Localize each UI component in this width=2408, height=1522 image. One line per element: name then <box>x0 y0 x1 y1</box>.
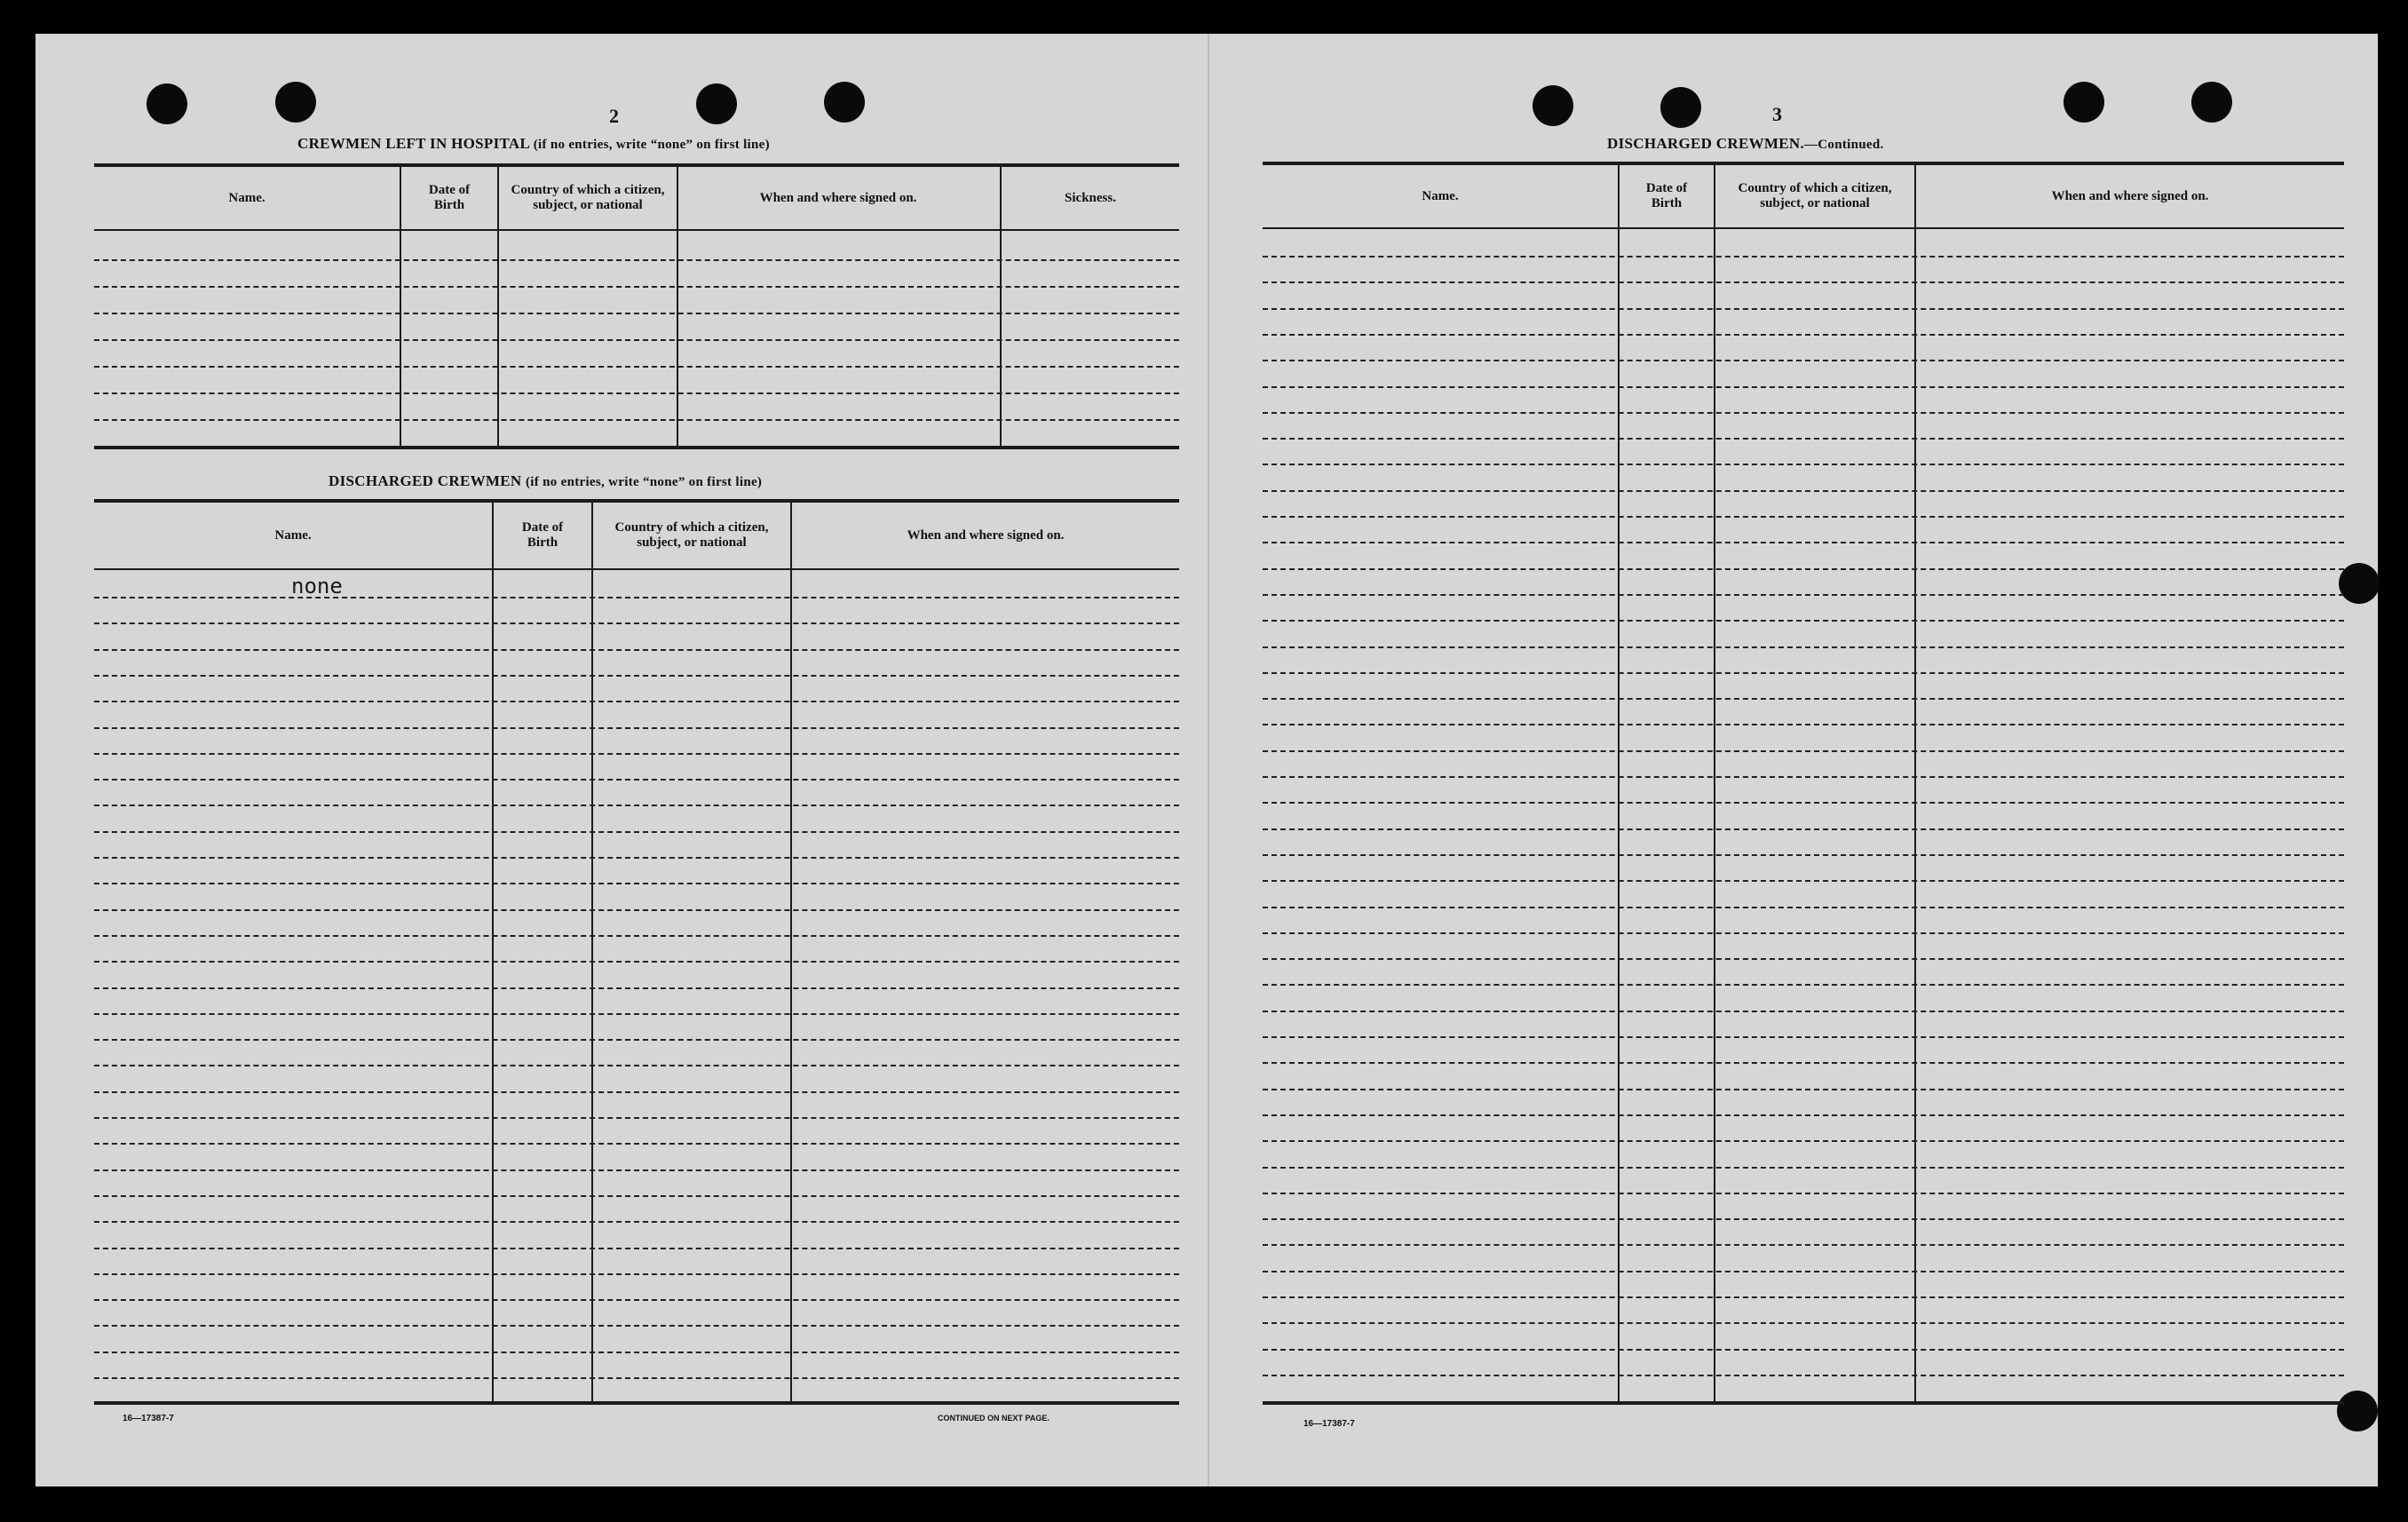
col-header-name: Name. <box>1422 188 1459 203</box>
entry-line <box>94 286 1179 288</box>
entry-line <box>94 1221 1179 1223</box>
entry-line <box>1263 646 2344 648</box>
entry-line <box>1263 1375 2344 1376</box>
entry-line <box>94 1248 1179 1249</box>
discharged-entry-name: none <box>291 574 343 598</box>
form-number-right: 16—17387-7 <box>1303 1419 1355 1429</box>
table-bottom-rule <box>94 446 1179 449</box>
entry-line <box>1263 854 2344 856</box>
entry-line <box>1263 256 2344 258</box>
entry-line <box>94 1143 1179 1145</box>
entry-line <box>1263 802 2344 804</box>
entry-line <box>1263 907 2344 908</box>
punch-hole <box>2063 82 2104 123</box>
entry-line <box>1263 1114 2344 1116</box>
entry-line <box>94 1325 1179 1327</box>
entry-line <box>1263 360 2344 361</box>
punch-hole <box>1533 85 1573 126</box>
entry-line <box>94 935 1179 937</box>
entry-line <box>1263 1167 2344 1169</box>
entry-line <box>1263 1322 2344 1324</box>
discharged-continued-title <box>1607 135 1884 153</box>
entry-line <box>1263 281 2344 283</box>
entry-line <box>94 1039 1179 1041</box>
page-number-left: 2 <box>609 105 619 127</box>
col-header-date-of-birth: Date of Birth <box>1645 181 1688 210</box>
entry-line <box>1263 412 2344 414</box>
entry-line <box>1263 516 2344 518</box>
entry-line <box>94 622 1179 624</box>
entry-line <box>1263 386 2344 388</box>
entry-line <box>94 675 1179 677</box>
entry-line <box>1263 1011 2344 1012</box>
col-header-date-of-birth: Date of Birth <box>521 520 564 550</box>
entry-line <box>1263 542 2344 543</box>
punch-hole <box>824 82 865 123</box>
col-header-name: Name. <box>274 527 312 543</box>
column-divider <box>497 167 499 449</box>
entry-line <box>1263 828 2344 830</box>
entry-line <box>1263 776 2344 778</box>
table-bottom-rule <box>1263 1401 2344 1405</box>
col-header-country: Country of which a citizen, subject, or national <box>614 520 769 550</box>
punch-hole <box>696 83 737 124</box>
entry-line <box>94 857 1179 859</box>
col-header-name: Name. <box>228 190 265 205</box>
col-header-country: Country of which a citizen, subject, or national <box>511 183 665 212</box>
discharged-title-text: DISCHARGED CREWMEN <box>329 472 522 489</box>
entry-line <box>1263 1271 2344 1272</box>
entry-line <box>94 597 1179 598</box>
entry-line <box>94 392 1179 394</box>
col-header-country: Country of which a citizen, subject, or national <box>1738 181 1892 210</box>
entry-line <box>94 1013 1179 1015</box>
entry-line <box>94 313 1179 314</box>
col-header-sickness: Sickness. <box>1065 190 1116 205</box>
entry-line <box>94 753 1179 755</box>
hospital-table <box>94 163 1179 449</box>
entry-line <box>94 779 1179 781</box>
table-bottom-rule <box>94 1401 1179 1405</box>
entry-line <box>1263 1296 2344 1298</box>
entry-line <box>94 701 1179 702</box>
entry-line <box>94 961 1179 963</box>
entry-line <box>94 1065 1179 1066</box>
column-divider <box>591 503 593 1405</box>
entry-line <box>1263 1193 2344 1194</box>
entry-line <box>94 1117 1179 1119</box>
entry-line <box>1263 1349 2344 1351</box>
column-divider <box>790 503 792 1405</box>
entry-line <box>1263 1089 2344 1090</box>
entry-line <box>1263 1244 2344 1246</box>
punch-hole <box>147 83 187 124</box>
entry-line <box>94 1377 1179 1379</box>
entry-line <box>1263 1218 2344 1220</box>
entry-line <box>1263 334 2344 336</box>
entry-line <box>1263 464 2344 465</box>
entry-line <box>1263 958 2344 960</box>
entry-line <box>1263 984 2344 986</box>
entry-line <box>94 1169 1179 1171</box>
discharged-continued-text: DISCHARGED CREWMEN. <box>1607 135 1804 152</box>
entry-line <box>1263 568 2344 570</box>
form-sheet <box>36 34 2378 1486</box>
entry-line <box>94 987 1179 989</box>
punch-hole <box>1660 87 1701 128</box>
discharged-continued-table <box>1263 162 2344 1405</box>
column-divider <box>492 503 494 1405</box>
entry-line <box>94 649 1179 651</box>
entry-line <box>94 366 1179 368</box>
discharged-section-title <box>329 472 762 490</box>
entry-line <box>94 259 1179 261</box>
discharged-instruction: (if no entries, write “none” on first line) <box>526 475 763 489</box>
continued-note: CONTINUED ON NEXT PAGE. <box>938 1414 1050 1423</box>
entry-line <box>94 1352 1179 1353</box>
entry-line <box>1263 438 2344 440</box>
entry-line <box>1263 698 2344 700</box>
punch-hole <box>275 82 316 123</box>
entry-line <box>1263 750 2344 752</box>
column-divider <box>400 167 401 449</box>
entry-line <box>94 1195 1179 1197</box>
page-number-right: 3 <box>1772 103 1782 125</box>
col-header-signed-on: When and where signed on. <box>2051 188 2209 203</box>
entry-line <box>94 1091 1179 1093</box>
entry-line <box>1263 308 2344 310</box>
form-number-left: 16—17387-7 <box>123 1414 174 1423</box>
entry-line <box>1263 620 2344 622</box>
col-header-signed-on: When and where signed on. <box>907 527 1065 543</box>
entry-line <box>94 883 1179 884</box>
entry-line <box>1263 880 2344 882</box>
col-header-date-of-birth: Date of Birth <box>428 183 471 212</box>
continued-suffix: —Continued. <box>1804 138 1884 152</box>
punch-hole <box>2339 563 2380 604</box>
entry-line <box>1263 490 2344 492</box>
hospital-section-title <box>297 135 770 153</box>
entry-line <box>1263 1062 2344 1064</box>
col-header-signed-on: When and where signed on. <box>759 190 917 205</box>
hospital-title-text: CREWMEN LEFT IN HOSPITAL <box>297 135 530 152</box>
entry-line <box>1263 932 2344 934</box>
entry-line <box>94 339 1179 341</box>
entry-line <box>1263 1036 2344 1038</box>
discharged-table <box>94 499 1179 1405</box>
entry-line <box>94 727 1179 729</box>
entry-line <box>1263 724 2344 725</box>
entry-line <box>94 909 1179 911</box>
entry-line <box>1263 594 2344 596</box>
entry-line <box>94 1299 1179 1301</box>
entry-line <box>94 805 1179 806</box>
entry-line <box>94 831 1179 833</box>
hospital-instruction: (if no entries, write “none” on first line) <box>533 138 770 152</box>
punch-hole <box>2191 82 2232 123</box>
entry-line <box>94 1273 1179 1275</box>
entry-line <box>94 419 1179 421</box>
entry-line <box>1263 672 2344 674</box>
entry-line <box>1263 1140 2344 1142</box>
